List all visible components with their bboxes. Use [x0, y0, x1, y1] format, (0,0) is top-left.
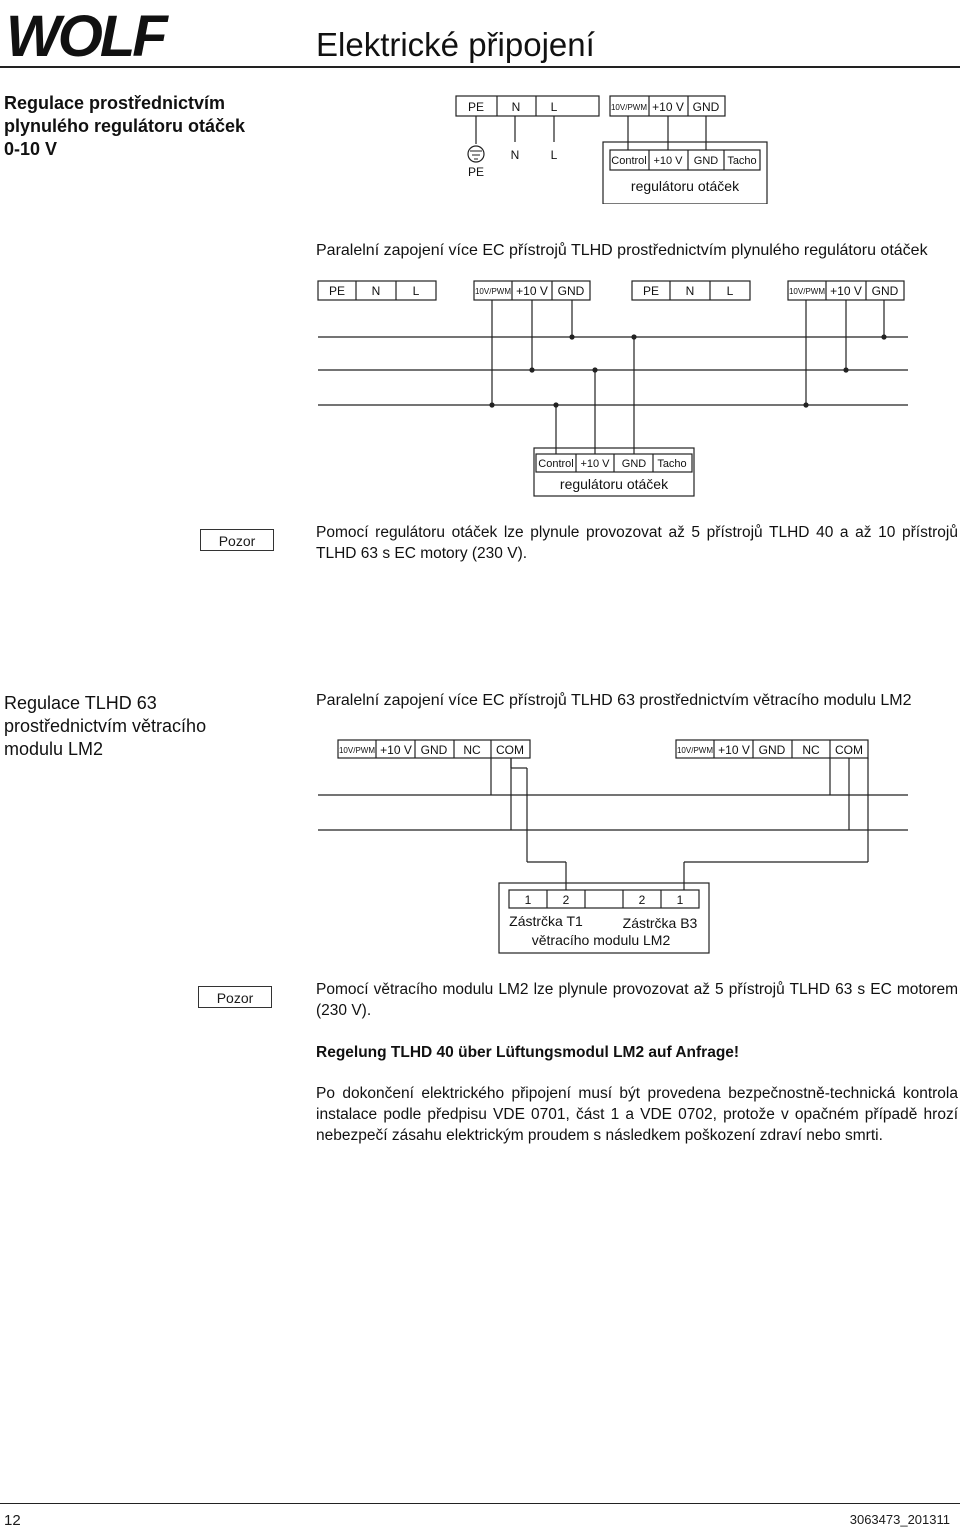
terminal-label: L: [550, 100, 558, 114]
safety-text: Po dokončení elektrického připojení musí být provedena bezpečnostně-technická kontrola instalace podle předpisu VDE 0701, část 1 a VDE 0702, protože v opačném případě hrozí nebezpečí zásahu elektrickým proudem s následkem poškození zdraví nebo smrti.: [316, 1085, 958, 1144]
terminal-label: 10V/PWM: [338, 746, 376, 755]
controller-terminal: GND: [693, 155, 719, 167]
bold-note: Regelung TLHD 40 über Lüftungsmodul LM2 auf Anfrage!: [316, 1044, 740, 1061]
terminal-label: +10 V: [830, 284, 862, 298]
brand-text: WOLF: [6, 6, 165, 62]
section3-title-line: prostřednictvím větracího: [4, 716, 207, 736]
warning-badge: Pozor: [200, 529, 274, 551]
footer-rule: [0, 1503, 960, 1504]
section1-title-line: 0-10 V: [4, 139, 58, 159]
controller-terminal: Control: [538, 458, 574, 470]
terminal-label: +10 V: [652, 100, 684, 114]
terminal-label: NC: [463, 743, 481, 757]
controller-terminal: GND: [621, 458, 647, 470]
terminal-label: PE: [642, 284, 660, 298]
controller-label: regulátoru otáček: [630, 178, 740, 194]
terminal-label: +10 V: [718, 743, 750, 757]
warning-text: Pomocí regulátoru otáček lze plynule provozovat až 5 přístrojů TLHD 40 a až 10 přístrojů TLHD 63 s EC motory (230 V).: [316, 524, 958, 562]
wolf-logo: [4, 6, 194, 62]
module-pin: 1: [676, 893, 684, 907]
terminal-label: N: [371, 284, 381, 298]
diagram-single-controller: [440, 92, 780, 204]
terminal-label: PE: [328, 284, 346, 298]
terminal-label: GND: [871, 284, 899, 298]
terminal-label: GND: [758, 743, 786, 757]
plug-t1-label: Zástrčka T1: [509, 913, 583, 929]
section1-title-line: Regulace prostřednictvím: [4, 93, 226, 113]
terminal-label: +10 V: [380, 743, 412, 757]
controller-terminal: +10 V: [580, 458, 610, 470]
section1-title: [4, 92, 245, 161]
warning-badge: Pozor: [198, 986, 272, 1008]
controller-terminal: Tacho: [727, 155, 757, 167]
terminal-label: GND: [557, 284, 585, 298]
section3-diagram-title: Paralelní zapojení více EC přístrojů TLHD 63 prostřednictvím větracího modulu LM2: [316, 692, 912, 709]
document-number: 3063473_201311: [849, 1512, 950, 1527]
terminal-label: GND: [692, 100, 720, 114]
controller-terminal: +10 V: [653, 155, 683, 167]
section3-title-line: modulu LM2: [4, 739, 104, 759]
page-number: 12: [4, 1512, 21, 1529]
terminal-label: N: [685, 284, 695, 298]
module-pin: 1: [524, 893, 532, 907]
terminal-label: L: [412, 284, 420, 298]
terminal-label: COM: [496, 743, 524, 757]
terminal-label: PE: [467, 100, 485, 114]
ground-label: PE: [467, 165, 485, 179]
n-label: N: [510, 148, 520, 162]
controller-terminal: Tacho: [657, 458, 687, 470]
controller-label: regulátoru otáček: [559, 476, 669, 492]
section2-diagram-title: Paralelní zapojení více EC přístrojů TLHD prostřednictvím plynulého regulátoru otáček: [316, 242, 928, 259]
terminal-label: 10V/PWM: [474, 287, 512, 296]
section1-title-line: plynulého regulátoru otáček: [4, 116, 246, 136]
module-label: větracího modulu LM2: [531, 932, 671, 948]
module-pin: 2: [562, 893, 570, 907]
plug-b3-label: Zástrčka B3: [622, 915, 698, 931]
ground-icon: [468, 146, 484, 162]
controller-terminal: Control: [611, 155, 647, 167]
terminal-label: 10V/PWM: [788, 287, 826, 296]
page-title: Elektrické připojení: [316, 26, 595, 63]
terminal-label: NC: [802, 743, 820, 757]
diagram-parallel-controller: [316, 280, 916, 502]
section3-title-line: Regulace TLHD 63: [4, 693, 157, 713]
terminal-label: L: [726, 284, 734, 298]
terminal-label: 10V/PWM: [610, 103, 648, 112]
warning-text: Pomocí větracího modulu LM2 lze plynule provozovat až 5 přístrojů TLHD 63 s EC motorem (230 V).: [316, 981, 958, 1019]
terminal-label: COM: [835, 743, 863, 757]
terminal-label: 10V/PWM: [676, 746, 714, 755]
header-rule: [0, 66, 960, 68]
terminal-label: GND: [420, 743, 448, 757]
terminal-label: N: [511, 100, 521, 114]
module-pin: 2: [638, 893, 646, 907]
l-label: L: [550, 148, 558, 162]
section3-title: [4, 692, 206, 761]
diagram-lm2-module: [316, 738, 916, 956]
terminal-label: +10 V: [516, 284, 548, 298]
